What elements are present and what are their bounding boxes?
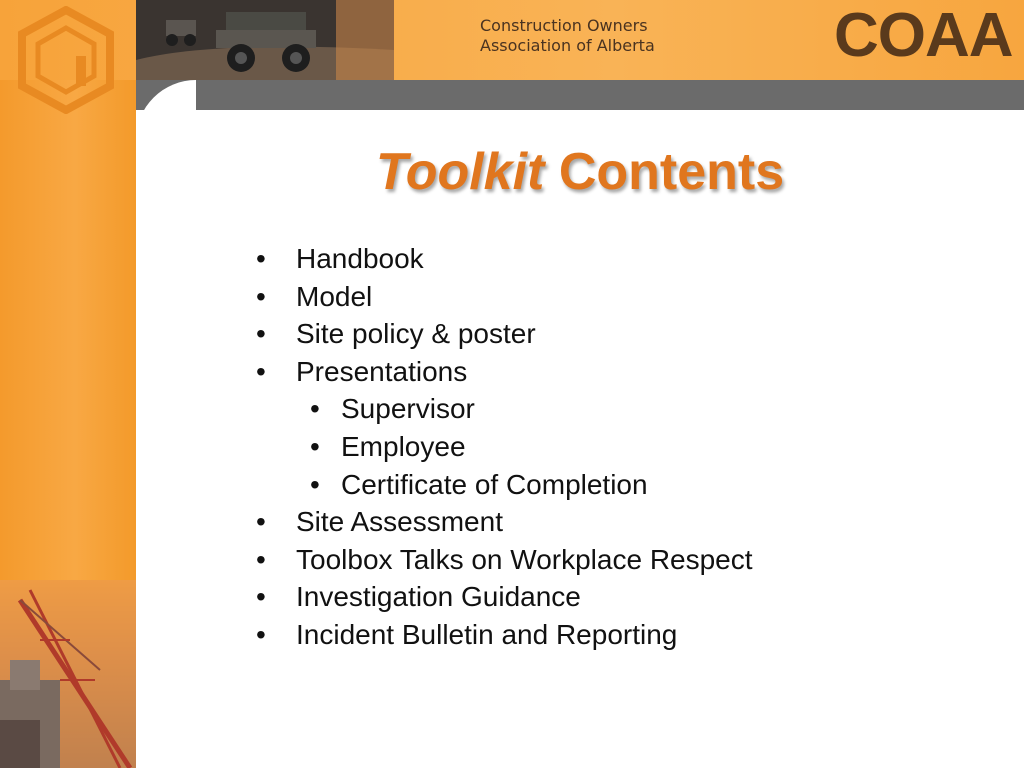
list-item: • Incident Bulletin and Reporting: [256, 616, 753, 654]
org-name-line2: Association of Alberta: [480, 36, 655, 55]
header-truck-photo: [136, 0, 394, 80]
toolkit-contents-list: [256, 240, 753, 654]
list-item: • Model: [256, 278, 753, 316]
header-divider-bar: [136, 80, 1024, 110]
organization-name: [480, 16, 780, 56]
list-item: • Investigation Guidance: [256, 578, 753, 616]
list-item: • Handbook: [256, 240, 753, 278]
hexagon-logo-icon: [14, 6, 118, 114]
list-item: • Site policy & poster: [256, 315, 753, 353]
list-item: • Toolbox Talks on Workplace Respect: [256, 541, 753, 579]
sub-list-item: • Certificate of Completion: [256, 466, 753, 504]
crane-photo: [0, 580, 136, 768]
list-item: • Presentations: [256, 353, 753, 391]
list-item: • Site Assessment: [256, 503, 753, 541]
title-rest-part: Contents: [558, 143, 785, 201]
coaa-logo: COAA: [834, 1, 1013, 70]
slide-title: [136, 142, 1024, 202]
sub-list-item: • Supervisor: [256, 390, 753, 428]
title-italic-part: Toolkit: [375, 143, 545, 201]
org-name-line1: Construction Owners: [480, 16, 648, 35]
sub-list-item: • Employee: [256, 428, 753, 466]
